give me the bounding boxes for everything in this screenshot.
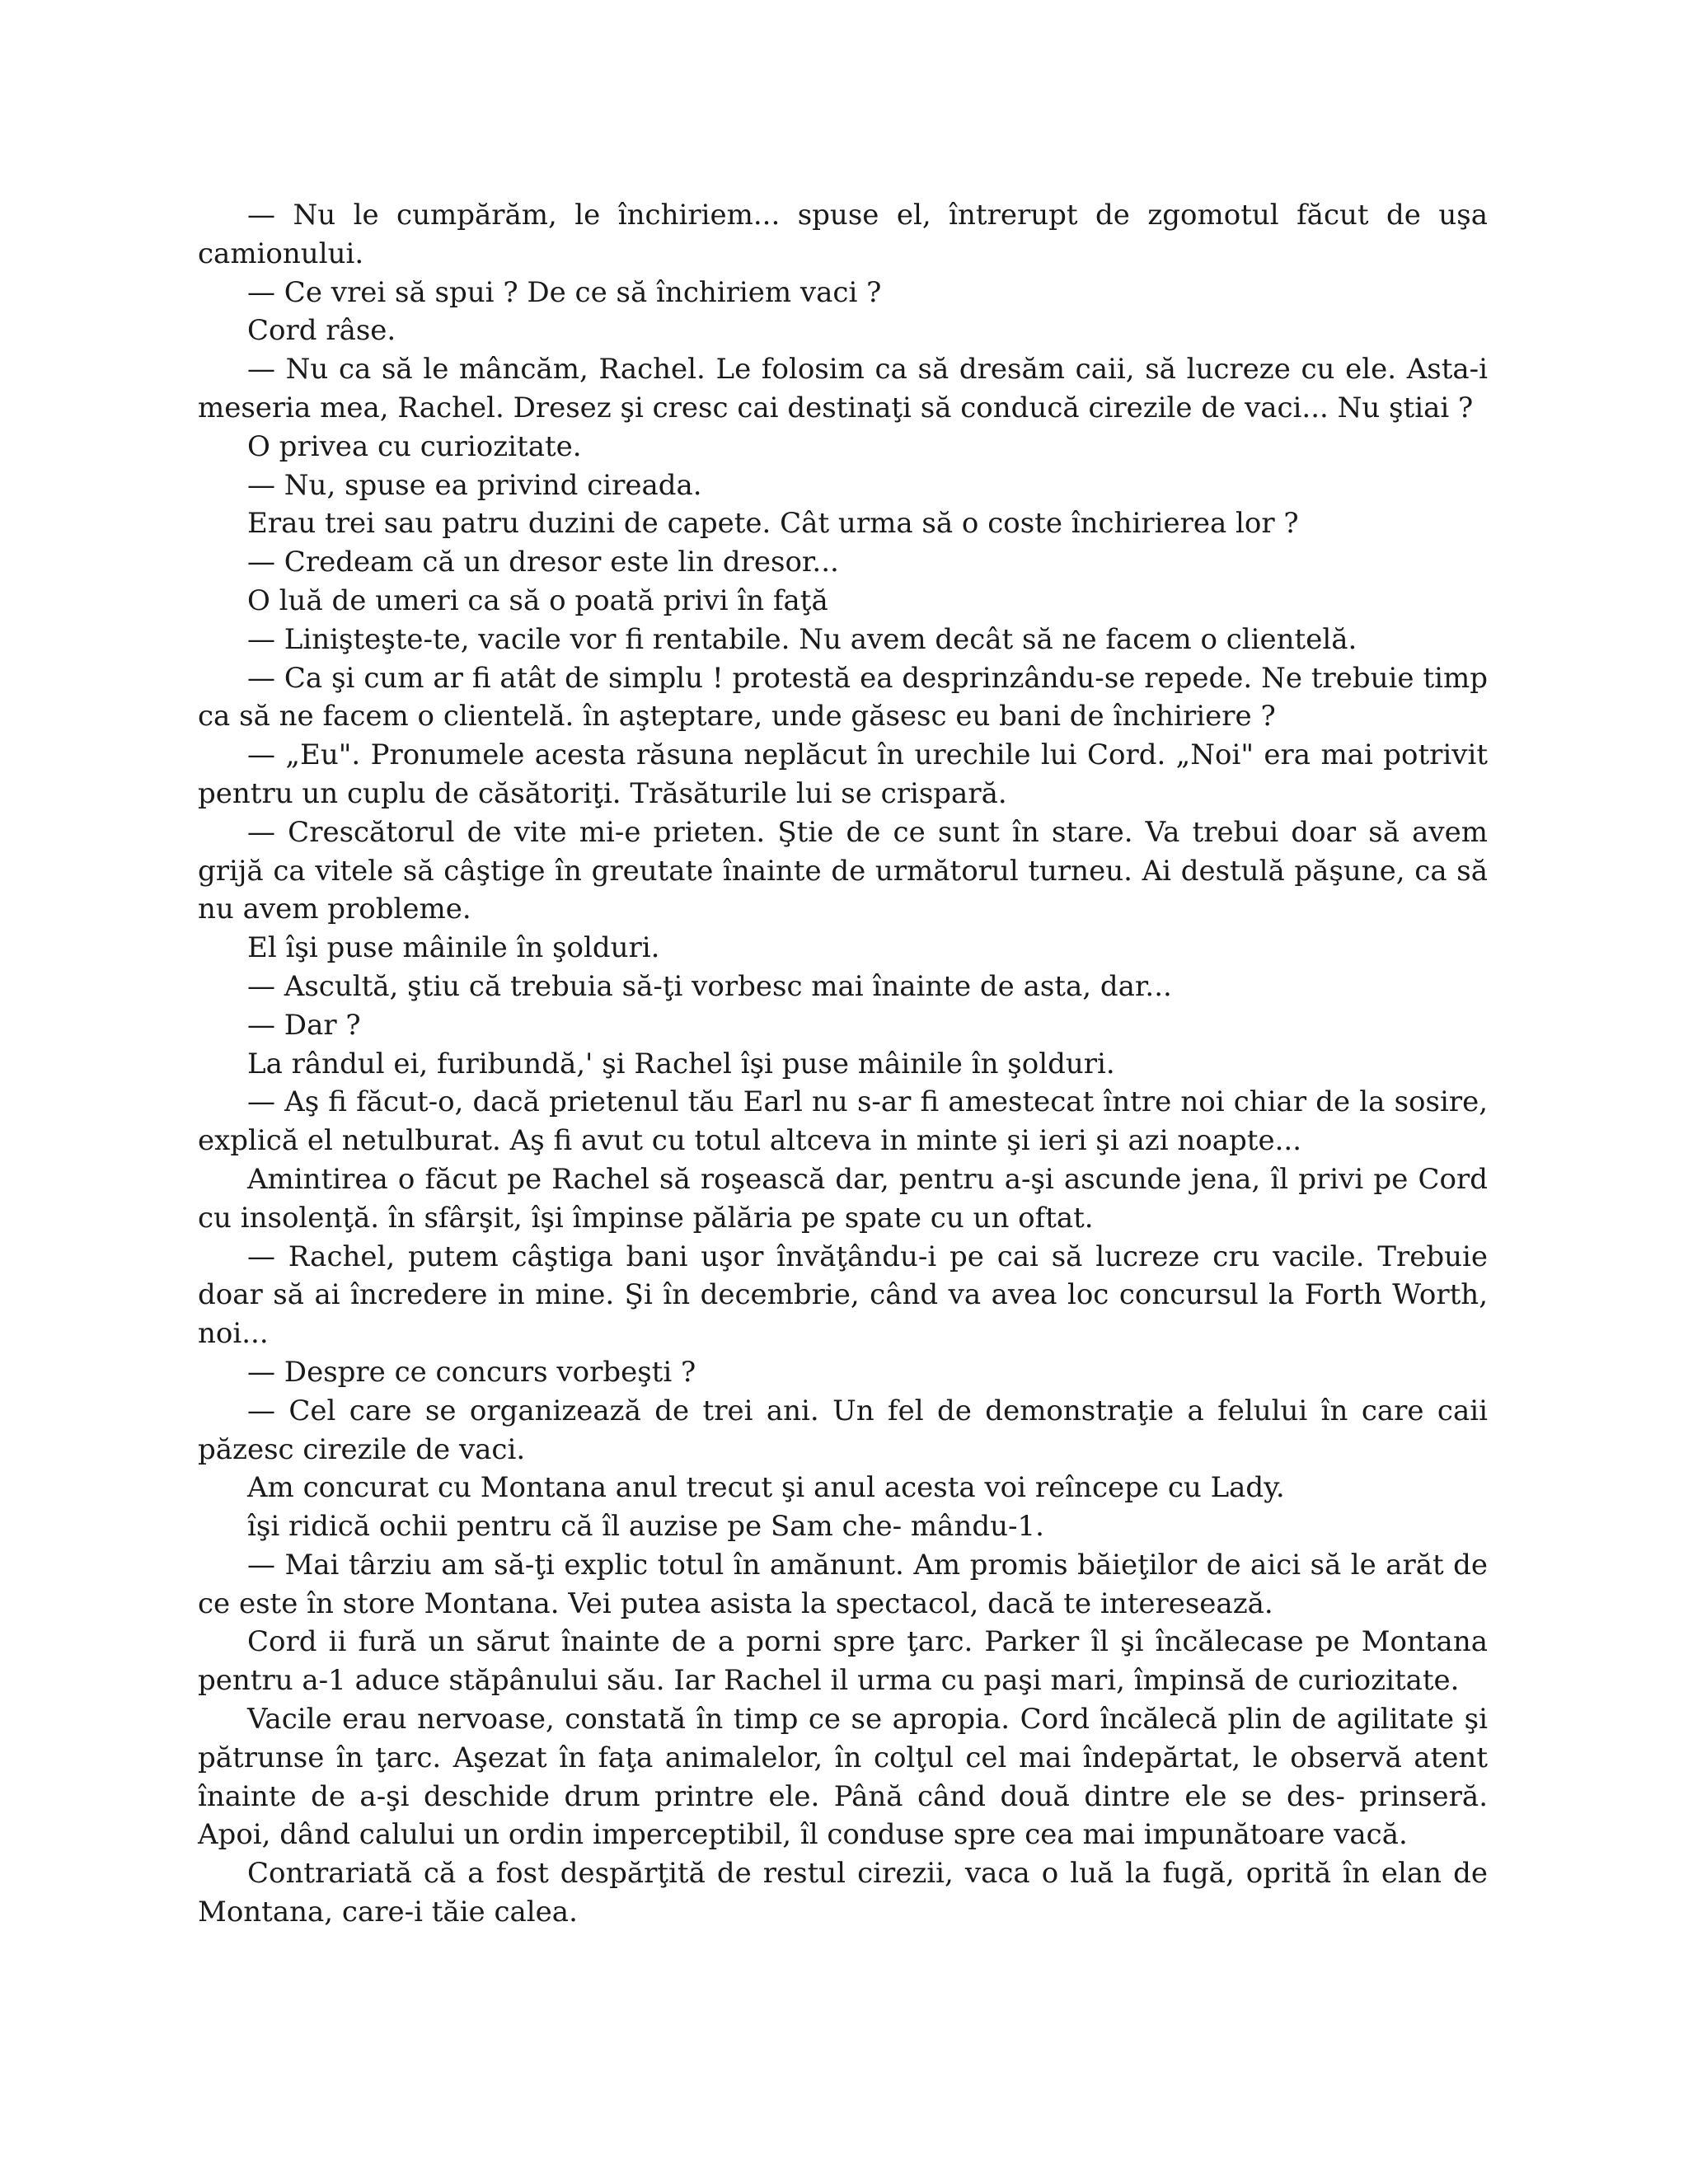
paragraph: — Ca şi cum ar fi atât de simplu ! protestă ea desprinzându-se repede. Ne trebuie timp ca să ne facem o clientelă. în aşteptare, unde găsesc eu bani de închiriere ? [198, 661, 1488, 733]
paragraph: La rândul ei, furibundă,' şi Rachel îşi puse mâinile în şolduri. [247, 1047, 1115, 1080]
paragraph: Cord ii fură un sărut înainte de a porni spre ţarc. Parker îl şi încălecase pe Montana pentru a-1 aduce stăpânului său. Iar Rachel il urma cu paşi mari, împinsă de curiozitate. [198, 1625, 1488, 1698]
paragraph: O privea cu curiozitate. [247, 429, 582, 463]
paragraph: — „Eu". Pronumele acesta răsuna neplăcut în urechile lui Cord. „Noi" era mai potrivit pentru un cuplu de căsătoriţi. Trăsăturile lui se crispară. [198, 738, 1488, 810]
paragraph: — Mai târziu am să-ţi explic totul în amănunt. Am promis băieţilor de aici să le arăt de ce este în store Montana. Vei putea asista la spectacol, dacă te interesează. [198, 1548, 1488, 1620]
paragraph: — Aş fi făcut-o, dacă prietenul tău Earl nu s-ar fi amestecat între noi chiar de la sosire, explică el netulburat. Aş fi avut cu totul altceva in minte şi ieri şi azi noapte... [198, 1085, 1488, 1158]
paragraph: Erau trei sau patru duzini de capete. Cât urma să o coste închirierea lor ? [247, 507, 1299, 541]
paragraph: — Cel care se organizează de trei ani. Un fel de demonstraţie a felului în care caii păzesc cirezile de vaci. [198, 1394, 1488, 1466]
paragraph: Cord râse. [247, 314, 396, 348]
paragraph: — Nu, spuse ea privind cireada. [247, 468, 702, 502]
paragraph: — Linişteşte-te, vacile vor fi rentabile. Nu avem decât să ne facem o clientelă. [247, 622, 1357, 656]
paragraph: — Ce vrei să spui ? De ce să închiriem vaci ? [247, 275, 882, 309]
paragraph: O luă de umeri ca să o poată privi în faţă [247, 583, 828, 617]
paragraph: Amintirea o făcut pe Rachel să roşească dar, pentru a-şi ascunde jena, îl privi pe Cord cu insolenţă. în sfârşit, îşi împinse pălăria pe spate cu un oftat. [198, 1162, 1488, 1235]
paragraph: Vacile erau nervoase, constată în timp ce se apropia. Cord încălecă plin de agilitate şi pătrunse în ţarc. Aşezat în faţa animalelor, în colţul cel mai îndepărtat, le observă atent înainte de a-şi deschide drum printre ele. Până când două dintre ele se des- prinseră. Apoi, dând calului un ordin imperceptibil, îl conduse spre cea mai impunătoare vacă. [198, 1703, 1488, 1852]
paragraph: — Dar ? [247, 1008, 361, 1042]
paragraph: — Crescătorul de vite mi-e prieten. Ştie de ce sunt în stare. Va trebui doar să avem grijă ca vitele să câştige în greutate înainte de următorul turneu. Ai destulă păşune, ca să nu avem probleme. [198, 815, 1488, 926]
paragraph: — Nu le cumpărăm, le închiriem... spuse el, întrerupt de zgomotul făcut de uşa camionului. [198, 199, 1488, 270]
paragraph: Am concurat cu Montana anul trecut şi anul acesta voi reîncepe cu Lady. [247, 1471, 1285, 1505]
document-page [198, 196, 1488, 1932]
paragraph: Contrariată că a fost despărţită de restul cirezii, vaca o luă la fugă, oprită în elan de Montana, care-i tăie calea. [198, 1857, 1488, 1929]
paragraph: — Despre ce concurs vorbeşti ? [247, 1355, 696, 1389]
paragraph: — Ascultă, ştiu că trebuia să-ţi vorbesc mai înainte de asta, dar... [247, 969, 1172, 1003]
paragraph: îşi ridică ochii pentru că îl auzise pe Sam che- mându-1. [247, 1510, 1044, 1544]
paragraph: — Credeam că un dresor este lin dresor... [247, 546, 839, 579]
paragraph: El îşi puse mâinile în şolduri. [247, 931, 660, 965]
paragraph: — Nu ca să le mâncăm, Rachel. Le folosim ca să dresăm caii, să lucreze cu ele. Asta-i meseria mea, Rachel. Dresez şi cresc cai destinaţi să conducă cirezile de vaci... Nu ştiai ? [198, 353, 1488, 424]
paragraph: — Rachel, putem câştiga bani uşor învăţându-i pe cai să lucreze cru vacile. Trebuie doar să ai încredere in mine. Şi în decembrie, când va avea loc concursul la Forth Worth, noi... [198, 1240, 1488, 1351]
